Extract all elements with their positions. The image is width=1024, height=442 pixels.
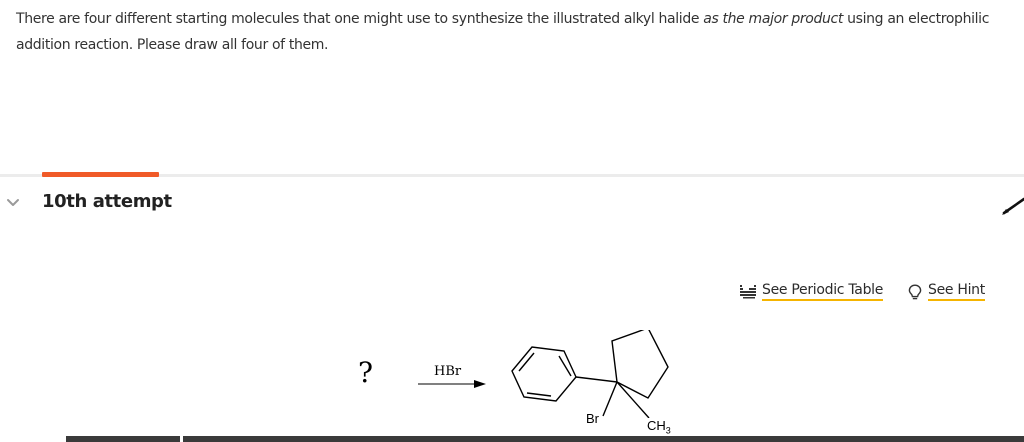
question-text — [16, 6, 1006, 58]
see-periodic-table-link[interactable] — [740, 282, 883, 301]
unknown-reactant[interactable]: ? — [358, 356, 374, 389]
periodic-table-icon — [740, 284, 756, 299]
ch3-bond — [617, 382, 649, 418]
periodic-table-label: See Periodic Table — [762, 282, 883, 301]
attempt-label[interactable]: 10th attempt — [42, 191, 172, 212]
toolbar-separator — [180, 436, 183, 442]
cyclopentane-ring — [612, 330, 668, 398]
answer-toolbar — [66, 436, 1024, 442]
pencil-icon[interactable] — [1000, 193, 1024, 217]
chevron-down-icon[interactable] — [6, 196, 20, 210]
attempt-tab-indicator — [42, 172, 159, 177]
question-text-part1: There are four different starting molecules that one might use to synthesize the illustrated alkyl halide — [16, 11, 704, 27]
reaction-arrow — [418, 380, 486, 388]
see-hint-link[interactable] — [908, 282, 985, 301]
benzene-ring — [512, 347, 576, 401]
bromine-label: Br — [586, 411, 599, 426]
aryl-bond — [576, 377, 617, 382]
reagent-label: HBr — [434, 364, 462, 379]
br-bond — [603, 382, 617, 416]
question-text-part2: using an electrophilic addition reaction. Please draw all four of them. — [16, 11, 990, 53]
lightbulb-icon — [908, 284, 922, 300]
question-emphasis: as the major product — [703, 11, 844, 27]
methyl-label: $CH_3$ — [647, 418, 671, 436]
hint-label: See Hint — [928, 282, 985, 301]
